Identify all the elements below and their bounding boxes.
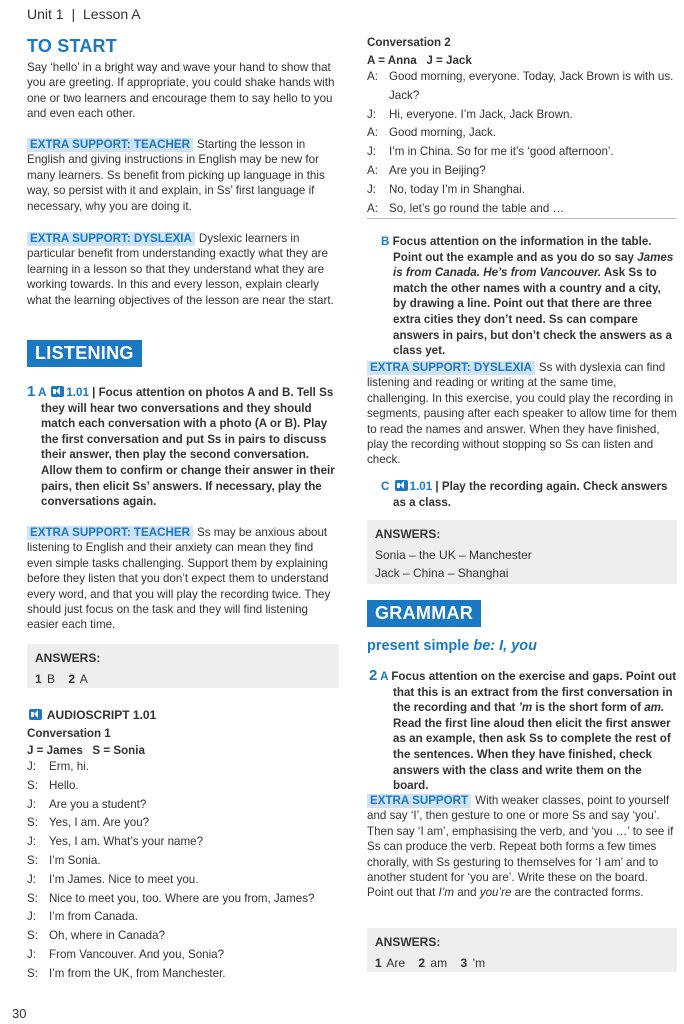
dialogue-line — [27, 758, 339, 777]
dialogue-text: I’m James. Nice to meet you. — [49, 872, 199, 886]
extra-support-text: are the contracted forms. — [511, 886, 644, 900]
extra-support-tag: EXTRA SUPPORT: DYSLEXIA — [367, 361, 535, 375]
exercise-number: 1 — [27, 383, 36, 400]
to-start-heading: TO START — [27, 36, 117, 56]
answers-label: ANSWERS: — [375, 935, 441, 949]
dialogue-text: I’m Sonia. — [49, 853, 101, 867]
answers-label: ANSWERS: — [35, 651, 101, 665]
audio-icon — [29, 709, 42, 720]
extra-support-tag: EXTRA SUPPORT: TEACHER — [27, 138, 193, 152]
audioscript-block — [27, 708, 339, 984]
lesson-label: Lesson A — [83, 6, 141, 22]
instruction-text: is the short form of — [532, 701, 645, 715]
speaker-label: J: — [27, 910, 37, 924]
to-start-text: Say ‘hello’ in a bright way and wave your hand to show that you are greeting. If appropriate, you could shake hands with one or two learners and encourage them to say hello to you and even each other. — [27, 61, 335, 121]
extra-support-teacher-1 — [27, 137, 339, 214]
exercise-letter: C — [381, 480, 390, 493]
dialogue-line — [27, 946, 339, 965]
dialogue-text: Yes, I am. Are you? — [49, 816, 150, 830]
grammar-subheading-italic: be: I, you — [473, 638, 538, 654]
answer-number: 1 — [375, 956, 382, 970]
extra-support-dyslexia-2 — [367, 360, 677, 468]
dialogue-text: Good morning, Jack. — [389, 126, 496, 140]
answer-number: 3 — [460, 956, 468, 970]
audioscript-title — [27, 708, 339, 722]
answer-value: ’m — [472, 956, 486, 970]
answers-box-3 — [367, 928, 677, 972]
dialogue-line — [367, 124, 677, 143]
answer-line: Sonia – the UK – Manchester — [375, 548, 532, 562]
exercise-letter: A — [38, 386, 47, 399]
extra-support-dyslexia-1 — [27, 231, 339, 308]
answers-box-1 — [27, 644, 339, 688]
extra-support-italic: I’m — [438, 886, 455, 900]
listening-heading-wrap — [27, 340, 339, 367]
dialogue-line — [27, 814, 339, 833]
extra-support-text: Ss may be anxious about listening to English and their anxiety can mean they find even simple tasks challenging. Support them by explaining before they listen that you don’t expect them to understand every word, and that you will play the recording twice. They should just focus on the task and they will find listening easier each time. — [27, 526, 331, 632]
instruction-text: Focus attention on the information in the table. Point out the example and as you do so say — [392, 235, 652, 264]
dialogue-text: Are you in Beijing? — [389, 163, 486, 177]
instruction-b — [367, 234, 677, 359]
audioscript-title-text: AUDIOSCRIPT 1.01 — [46, 708, 157, 722]
dialogue-text: Nice to meet you, too. Where are you from, James? — [49, 891, 315, 905]
dialogue-text: No, today I’m in Shanghai. — [389, 182, 525, 196]
dialogue-line — [367, 162, 677, 181]
answer-number: 2 — [418, 956, 426, 970]
listening-heading: LISTENING — [27, 340, 142, 367]
speaker-label: J: — [367, 182, 377, 196]
audio-track-ref: 1.01 — [66, 386, 89, 399]
speaker-label: S: — [27, 929, 38, 943]
dialogue-text: Hello. — [49, 778, 79, 792]
dialogue-line — [367, 106, 677, 125]
extra-support-tag: EXTRA SUPPORT: TEACHER — [27, 526, 193, 540]
dialogue-line — [27, 852, 339, 871]
conversation-1-speakers: J = James S = Sonia — [27, 744, 145, 757]
answers-label: ANSWERS: — [375, 527, 441, 541]
grammar-subheading — [367, 638, 677, 654]
dialogue-line — [27, 890, 339, 909]
dialogue-line — [27, 927, 339, 946]
extra-support-text: Ss with dyslexia can find listening and reading or writing at the same time, challenging. In this exercise, you could play the recording in segments, pausing after each speaker to allow time for them to read the names and answer. When they have finished, play the recording without stopping so Ss can listen and check. — [367, 361, 677, 467]
instruction-italic: ’m — [518, 701, 533, 715]
speaker-label: A: — [367, 163, 378, 177]
speaker-label: A: — [367, 201, 378, 215]
header-separator: | — [71, 6, 76, 22]
conversation-1-lines — [27, 758, 339, 984]
dialogue-line — [27, 871, 339, 890]
audio-icon — [51, 386, 64, 397]
dialogue-text: I’m in China. So for me it’s ‘good afternoon’. — [389, 145, 614, 159]
answers-values — [35, 670, 331, 688]
dialogue-line — [27, 965, 339, 984]
extra-support-text: Starting the lesson in English and giving instructions in English may be new for many learners. Ss benefit from picking up language in this way, so persist with it and explain, in Ss’ first language if necessary, why you are doing it. — [27, 138, 325, 213]
speaker-label: S: — [27, 853, 38, 867]
conversation-2-lines — [367, 68, 677, 219]
instruction-text: Ask Ss to match the other names with a country and a city, by drawing a line. Point out that there are three extra cities they don’t need. Ss can compare answers in pairs, but don’t check the answers as a class yet. — [393, 266, 672, 358]
instruction-example: James is from Canada. He’s from Vancouver. — [393, 250, 674, 280]
grammar-subheading-text: present simple — [367, 638, 474, 654]
extra-support-italic: you’re — [479, 886, 512, 900]
dialogue-text: I’m from Canada. — [49, 910, 138, 924]
speaker-label: J: — [367, 107, 377, 121]
speaker-label: J: — [27, 797, 37, 811]
grammar-heading: GRAMMAR — [367, 600, 481, 627]
instruction-text: | Play the recording again. Check answers as a class. — [393, 480, 668, 509]
dialogue-text: Erm, hi. — [49, 760, 89, 773]
answer-value: A — [79, 672, 88, 686]
extra-support-3 — [367, 793, 677, 901]
speaker-label: J: — [27, 835, 37, 849]
speaker-label: J: — [367, 145, 377, 159]
grammar-heading-wrap — [367, 600, 677, 627]
dialogue-text: Are you a student? — [49, 797, 147, 811]
extra-support-tag: EXTRA SUPPORT: DYSLEXIA — [27, 232, 195, 246]
dialogue-line — [367, 143, 677, 162]
answer-number: 2 — [68, 672, 76, 686]
speaker-label: J: — [27, 872, 37, 886]
dialogue-text: I’m from the UK, from Manchester. — [49, 966, 226, 980]
conversation-2-title: Conversation 2 — [367, 36, 451, 49]
speaker-label: S: — [27, 778, 38, 792]
extra-support-text: With weaker classes, point to yourself and say ‘I’, then gesture to one or more Ss and say ‘you’. Then say ‘I am’, emphasising the verb, and ‘you …’ to see if Ss can produce the verb. Repeat both forms a few times chorally, with Ss gesturing to themselves for ‘I am’ and to another student for ‘you are’. Write these on the board. Point out that — [367, 794, 674, 900]
speaker-label: J: — [27, 760, 37, 773]
dialogue-line — [367, 68, 677, 106]
conversation-1-title: Conversation 1 — [27, 727, 111, 740]
extra-support-teacher-2 — [27, 525, 339, 633]
speaker-label: A: — [367, 70, 378, 83]
instruction-c — [367, 479, 677, 510]
speaker-label: S: — [27, 816, 38, 830]
grammar-instruction-2a — [367, 668, 677, 794]
unit-header — [27, 6, 141, 22]
page-number: 30 — [12, 1006, 27, 1021]
answer-number: 1 — [35, 672, 42, 686]
speaker-label: J: — [27, 947, 37, 961]
answer-line: Jack – China – Shanghai — [375, 566, 509, 580]
dialogue-text: Hi, everyone. I’m Jack, Jack Brown. — [389, 107, 573, 121]
exercise-letter: B — [381, 235, 390, 248]
instruction-text: Focus attention on the exercise and gaps. Point out that this is an extract from the first conversation in the recording and that — [391, 670, 677, 715]
dialogue-text: So, let’s go round the table and … — [389, 201, 565, 215]
answers-box-2 — [367, 520, 677, 584]
exercise-number: 2 — [369, 667, 378, 684]
dialogue-line — [27, 908, 339, 927]
dialogue-text: Yes, I am. What’s your name? — [49, 835, 204, 849]
listening-instruction-1a — [27, 384, 339, 510]
dialogue-line — [27, 777, 339, 796]
extra-support-text: and — [454, 886, 480, 900]
dialogue-text: Good morning, everyone. Today, Jack Brown is with us. Jack? — [389, 70, 674, 102]
dialogue-line — [27, 833, 339, 852]
dialogue-line — [367, 200, 677, 220]
exercise-letter: A — [380, 670, 389, 683]
extra-support-tag: EXTRA SUPPORT — [367, 794, 471, 808]
speaker-label: S: — [27, 891, 38, 905]
dialogue-line — [367, 181, 677, 200]
dialogue-text: From Vancouver. And you, Sonia? — [49, 947, 225, 961]
instruction-italic: am. — [644, 701, 665, 715]
answer-value: B — [47, 672, 56, 686]
answer-value: am — [430, 956, 448, 970]
audio-track-ref: 1.01 — [409, 480, 433, 493]
answers-values — [375, 954, 669, 972]
extra-support-text: Dyslexic learners in particular benefit from understanding exactly what they are learning in a lesson so that they understand what they are working towards. In this and every lesson, explain clearly what the learning objectives of the lesson are near the start. — [27, 232, 334, 307]
conversation-2-block — [367, 36, 677, 219]
dialogue-line — [27, 796, 339, 815]
answer-value: Are — [386, 956, 406, 970]
audio-icon — [395, 480, 408, 491]
conversation-2-speakers: A = Anna J = Jack — [367, 54, 472, 67]
speaker-label: A: — [367, 126, 378, 140]
instruction-text: | Focus attention on photos A and B. Tell Ss they will hear two conversations and they should match each conversation with a photo (A or B). Play the first conversation and put Ss in pairs to discuss their answer, then play the second conversation. Allow them to confirm or change their answer in their pairs, then elicit Ss’ answers. If necessary, play the conversations again. — [41, 386, 335, 509]
speaker-label: S: — [27, 966, 38, 980]
dialogue-text: Oh, where in Canada? — [49, 929, 166, 943]
unit-label: Unit 1 — [27, 6, 64, 22]
instruction-text: Read the first line aloud then elicit the first answer as an example, then ask Ss to complete the rest of the sentences. When they have finished, check answers with the class and write them on the board. — [393, 716, 671, 793]
